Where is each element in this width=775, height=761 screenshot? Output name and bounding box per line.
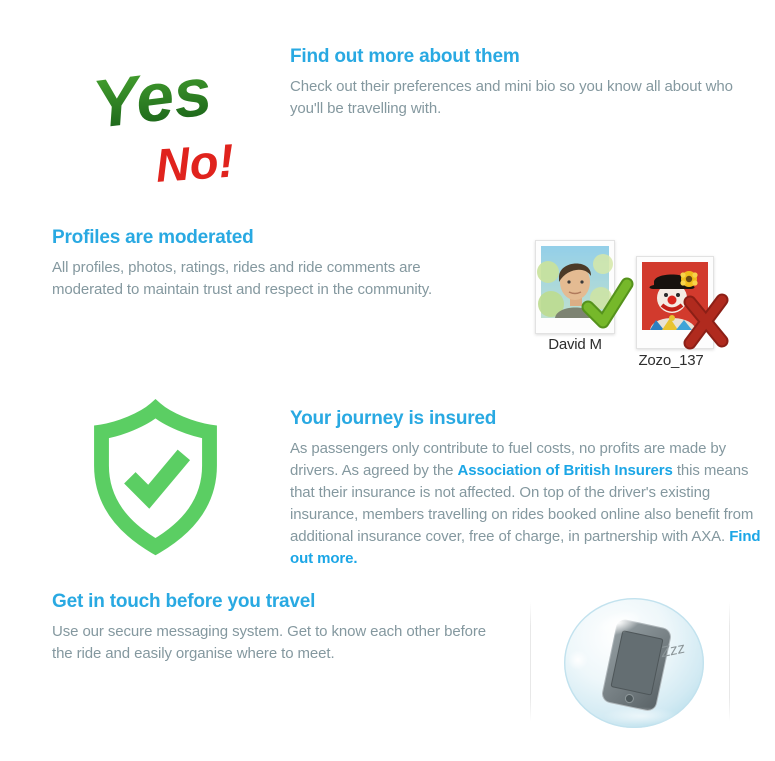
image-left-edge — [530, 602, 531, 722]
zzz-text: Zzz — [659, 639, 687, 662]
no-text: No! — [153, 133, 236, 192]
touch-title: Get in touch before you travel — [52, 591, 316, 612]
rejected-cross-icon — [682, 291, 730, 351]
find-out-body: Check out their preferences and mini bio so you know all about who you'll be travelling with. — [290, 78, 733, 117]
insured-body — [290, 438, 772, 570]
moderated-title: Profiles are moderated — [52, 227, 254, 248]
find-out-title: Find out more about them — [290, 46, 520, 67]
approved-check-icon — [582, 276, 632, 330]
yes-no-illustration — [88, 48, 258, 193]
shield-check-icon — [88, 402, 223, 555]
find-out-more-link[interactable]: Find out more. — [290, 528, 761, 567]
insured-body-part2: this means that their insurance is not affected. On top of the driver's existing insurance, members travelling on rides booked online also benefit from additional insurance cover, free of charge, in partnership with AXA. — [290, 462, 754, 545]
association-british-insurers-link[interactable]: Association of British Insurers — [457, 462, 673, 479]
profile-name-zozo: Zozo_137 — [638, 352, 704, 369]
insured-body-part1: As passengers only contribute to fuel costs, no profits are made by drivers. As agreed by the — [290, 440, 727, 479]
touch-body: Use our secure messaging system. Get to know each other before the ride and easily organise where to meet. — [52, 623, 487, 662]
moderated-body: All profiles, photos, ratings, rides and ride comments are moderated to maintain trust and respect in the community. — [52, 259, 433, 298]
image-right-edge — [729, 602, 730, 722]
insured-title: Your journey is insured — [290, 408, 497, 429]
sleeping-phone-bubble-icon — [563, 597, 707, 732]
yes-text: Yes — [88, 53, 216, 143]
profile-name-david: David M — [548, 336, 602, 353]
